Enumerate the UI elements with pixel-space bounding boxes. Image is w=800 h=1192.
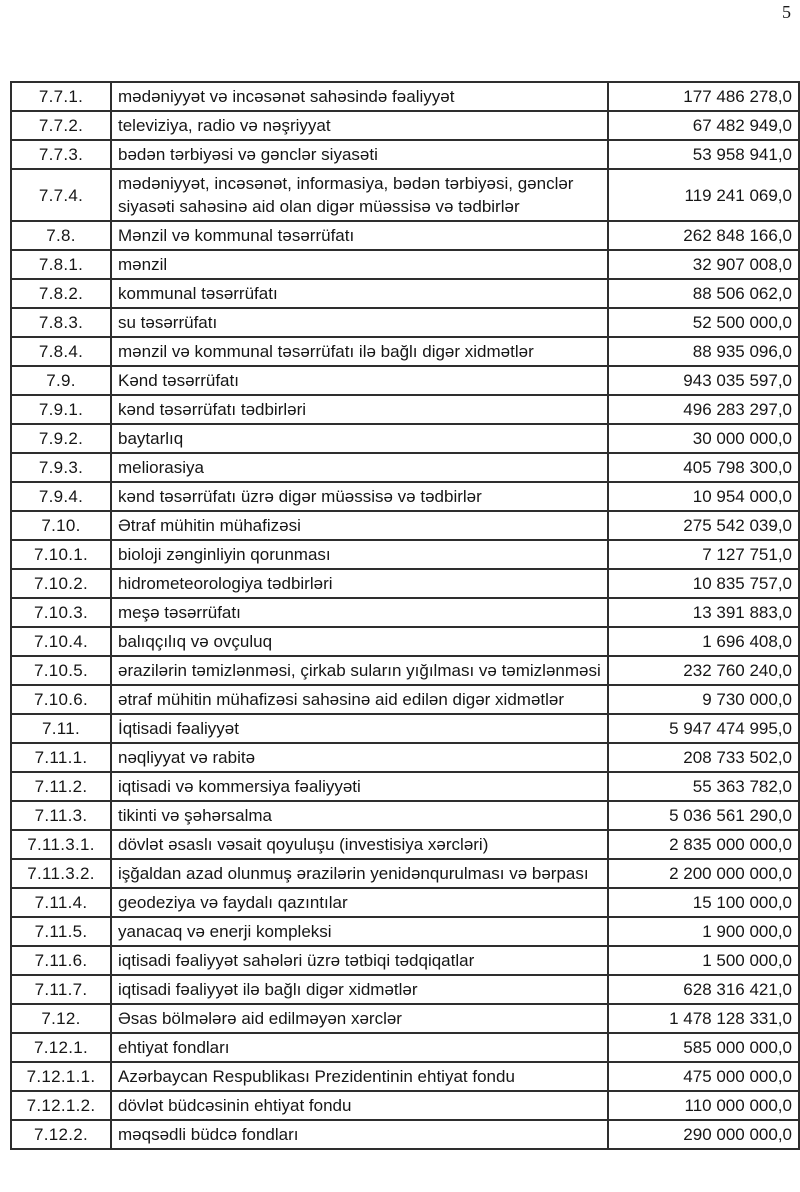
table-row	[11, 279, 799, 308]
table-row	[11, 366, 799, 395]
table-row	[11, 656, 799, 685]
row-code: 7.9.4.	[11, 482, 111, 511]
row-code: 7.9.3.	[11, 453, 111, 482]
table-row	[11, 82, 799, 111]
table-row	[11, 917, 799, 946]
row-amount: 9 730 000,0	[608, 685, 799, 714]
row-code: 7.11.6.	[11, 946, 111, 975]
table-row	[11, 111, 799, 140]
row-code: 7.10.4.	[11, 627, 111, 656]
row-description: Əsas bölmələrə aid edilməyən xərclər	[111, 1004, 608, 1033]
row-description: dövlət büdcəsinin ehtiyat fondu	[111, 1091, 608, 1120]
row-amount: 13 391 883,0	[608, 598, 799, 627]
row-description: işğaldan azad olunmuş ərazilərin yenidənqurulması və bərpası	[111, 859, 608, 888]
table-row	[11, 337, 799, 366]
row-description: balıqçılıq və ovçuluq	[111, 627, 608, 656]
row-amount: 1 696 408,0	[608, 627, 799, 656]
row-code: 7.8.4.	[11, 337, 111, 366]
row-code: 7.9.2.	[11, 424, 111, 453]
table-row	[11, 424, 799, 453]
table-row	[11, 888, 799, 917]
row-code: 7.12.1.	[11, 1033, 111, 1062]
row-description: hidrometeorologiya tədbirləri	[111, 569, 608, 598]
row-code: 7.9.	[11, 366, 111, 395]
row-description: iqtisadi fəaliyyət sahələri üzrə tətbiqi tədqiqatlar	[111, 946, 608, 975]
table-row	[11, 482, 799, 511]
row-description: mənzil və kommunal təsərrüfatı ilə bağlı digər xidmətlər	[111, 337, 608, 366]
row-amount: 88 506 062,0	[608, 279, 799, 308]
row-amount: 585 000 000,0	[608, 1033, 799, 1062]
row-code: 7.8.	[11, 221, 111, 250]
table-row	[11, 140, 799, 169]
row-description: meşə təsərrüfatı	[111, 598, 608, 627]
row-code: 7.8.3.	[11, 308, 111, 337]
row-description: nəqliyyat və rabitə	[111, 743, 608, 772]
row-code: 7.11.	[11, 714, 111, 743]
row-amount: 5 036 561 290,0	[608, 801, 799, 830]
row-code: 7.7.2.	[11, 111, 111, 140]
row-description: iqtisadi və kommersiya fəaliyyəti	[111, 772, 608, 801]
row-amount: 53 958 941,0	[608, 140, 799, 169]
row-description: iqtisadi fəaliyyət ilə bağlı digər xidmətlər	[111, 975, 608, 1004]
table-row	[11, 946, 799, 975]
row-description: meliorasiya	[111, 453, 608, 482]
row-amount: 10 835 757,0	[608, 569, 799, 598]
row-amount: 290 000 000,0	[608, 1120, 799, 1149]
row-description: televiziya, radio və nəşriyyat	[111, 111, 608, 140]
row-amount: 7 127 751,0	[608, 540, 799, 569]
row-description: bədən tərbiyəsi və gənclər siyasəti	[111, 140, 608, 169]
table-row	[11, 1004, 799, 1033]
table-row	[11, 453, 799, 482]
row-amount: 55 363 782,0	[608, 772, 799, 801]
row-code: 7.7.1.	[11, 82, 111, 111]
budget-table	[10, 81, 800, 1150]
row-amount: 1 500 000,0	[608, 946, 799, 975]
row-description: ətraf mühitin mühafizəsi sahəsinə aid edilən digər xidmətlər	[111, 685, 608, 714]
row-code: 7.11.7.	[11, 975, 111, 1004]
row-description: su təsərrüfatı	[111, 308, 608, 337]
row-description: Mənzil və kommunal təsərrüfatı	[111, 221, 608, 250]
row-code: 7.11.3.	[11, 801, 111, 830]
row-description: kənd təsərrüfatı tədbirləri	[111, 395, 608, 424]
row-description: ehtiyat fondları	[111, 1033, 608, 1062]
table-row	[11, 169, 799, 221]
table-row	[11, 1120, 799, 1149]
row-amount: 88 935 096,0	[608, 337, 799, 366]
row-amount: 943 035 597,0	[608, 366, 799, 395]
row-code: 7.11.4.	[11, 888, 111, 917]
row-description: tikinti və şəhərsalma	[111, 801, 608, 830]
row-code: 7.11.3.1.	[11, 830, 111, 859]
page-number: 5	[782, 2, 791, 22]
row-amount: 30 000 000,0	[608, 424, 799, 453]
row-code: 7.11.5.	[11, 917, 111, 946]
row-amount: 1 478 128 331,0	[608, 1004, 799, 1033]
table-row	[11, 540, 799, 569]
table-row	[11, 714, 799, 743]
table-row	[11, 598, 799, 627]
row-amount: 2 200 000 000,0	[608, 859, 799, 888]
table-row	[11, 627, 799, 656]
row-amount: 496 283 297,0	[608, 395, 799, 424]
row-code: 7.12.1.2.	[11, 1091, 111, 1120]
row-code: 7.8.2.	[11, 279, 111, 308]
row-description: kənd təsərrüfatı üzrə digər müəssisə və tədbirlər	[111, 482, 608, 511]
table-row	[11, 859, 799, 888]
row-description: Kənd təsərrüfatı	[111, 366, 608, 395]
row-code: 7.8.1.	[11, 250, 111, 279]
row-code: 7.10.5.	[11, 656, 111, 685]
row-code: 7.7.3.	[11, 140, 111, 169]
row-amount: 405 798 300,0	[608, 453, 799, 482]
row-code: 7.11.2.	[11, 772, 111, 801]
row-amount: 119 241 069,0	[608, 169, 799, 221]
row-amount: 628 316 421,0	[608, 975, 799, 1004]
row-amount: 2 835 000 000,0	[608, 830, 799, 859]
table-row	[11, 801, 799, 830]
row-description: mədəniyyət və incəsənət sahəsində fəaliyyət	[111, 82, 608, 111]
table-row	[11, 975, 799, 1004]
row-amount: 475 000 000,0	[608, 1062, 799, 1091]
row-description: mədəniyyət, incəsənət, informasiya, bədən tərbiyəsi, gənclər siyasəti sahəsinə aid olan digər müəssisə və tədbirlər	[111, 169, 608, 221]
row-amount: 5 947 474 995,0	[608, 714, 799, 743]
row-amount: 275 542 039,0	[608, 511, 799, 540]
row-code: 7.10.	[11, 511, 111, 540]
row-amount: 208 733 502,0	[608, 743, 799, 772]
table-row	[11, 395, 799, 424]
row-amount: 32 907 008,0	[608, 250, 799, 279]
row-description: baytarlıq	[111, 424, 608, 453]
table-row	[11, 250, 799, 279]
row-code: 7.10.6.	[11, 685, 111, 714]
table-row	[11, 1033, 799, 1062]
row-amount: 10 954 000,0	[608, 482, 799, 511]
table-row	[11, 308, 799, 337]
table-row	[11, 1062, 799, 1091]
row-amount: 262 848 166,0	[608, 221, 799, 250]
row-description: İqtisadi fəaliyyət	[111, 714, 608, 743]
budget-table-body	[11, 82, 799, 1149]
table-row	[11, 569, 799, 598]
row-description: dövlət əsaslı vəsait qoyuluşu (investisiya xərcləri)	[111, 830, 608, 859]
row-code: 7.12.2.	[11, 1120, 111, 1149]
row-amount: 232 760 240,0	[608, 656, 799, 685]
row-description: Ətraf mühitin mühafizəsi	[111, 511, 608, 540]
row-description: Azərbaycan Respublikası Prezidentinin ehtiyat fondu	[111, 1062, 608, 1091]
table-row	[11, 511, 799, 540]
row-description: geodeziya və faydalı qazıntılar	[111, 888, 608, 917]
row-amount: 177 486 278,0	[608, 82, 799, 111]
row-code: 7.7.4.	[11, 169, 111, 221]
row-amount: 110 000 000,0	[608, 1091, 799, 1120]
row-description: ərazilərin təmizlənməsi, çirkab suların yığılması və təmizlənməsi	[111, 656, 608, 685]
row-description: yanacaq və enerji kompleksi	[111, 917, 608, 946]
row-code: 7.9.1.	[11, 395, 111, 424]
table-row	[11, 1091, 799, 1120]
row-code: 7.10.3.	[11, 598, 111, 627]
row-code: 7.12.	[11, 1004, 111, 1033]
row-code: 7.11.3.2.	[11, 859, 111, 888]
row-description: kommunal təsərrüfatı	[111, 279, 608, 308]
row-code: 7.12.1.1.	[11, 1062, 111, 1091]
row-description: mənzil	[111, 250, 608, 279]
row-amount: 1 900 000,0	[608, 917, 799, 946]
row-amount: 52 500 000,0	[608, 308, 799, 337]
row-description: məqsədli büdcə fondları	[111, 1120, 608, 1149]
table-row	[11, 221, 799, 250]
row-description: bioloji zənginliyin qorunması	[111, 540, 608, 569]
row-code: 7.10.1.	[11, 540, 111, 569]
table-row	[11, 830, 799, 859]
row-amount: 67 482 949,0	[608, 111, 799, 140]
row-code: 7.11.1.	[11, 743, 111, 772]
table-row	[11, 772, 799, 801]
row-amount: 15 100 000,0	[608, 888, 799, 917]
row-code: 7.10.2.	[11, 569, 111, 598]
table-row	[11, 743, 799, 772]
table-row	[11, 685, 799, 714]
